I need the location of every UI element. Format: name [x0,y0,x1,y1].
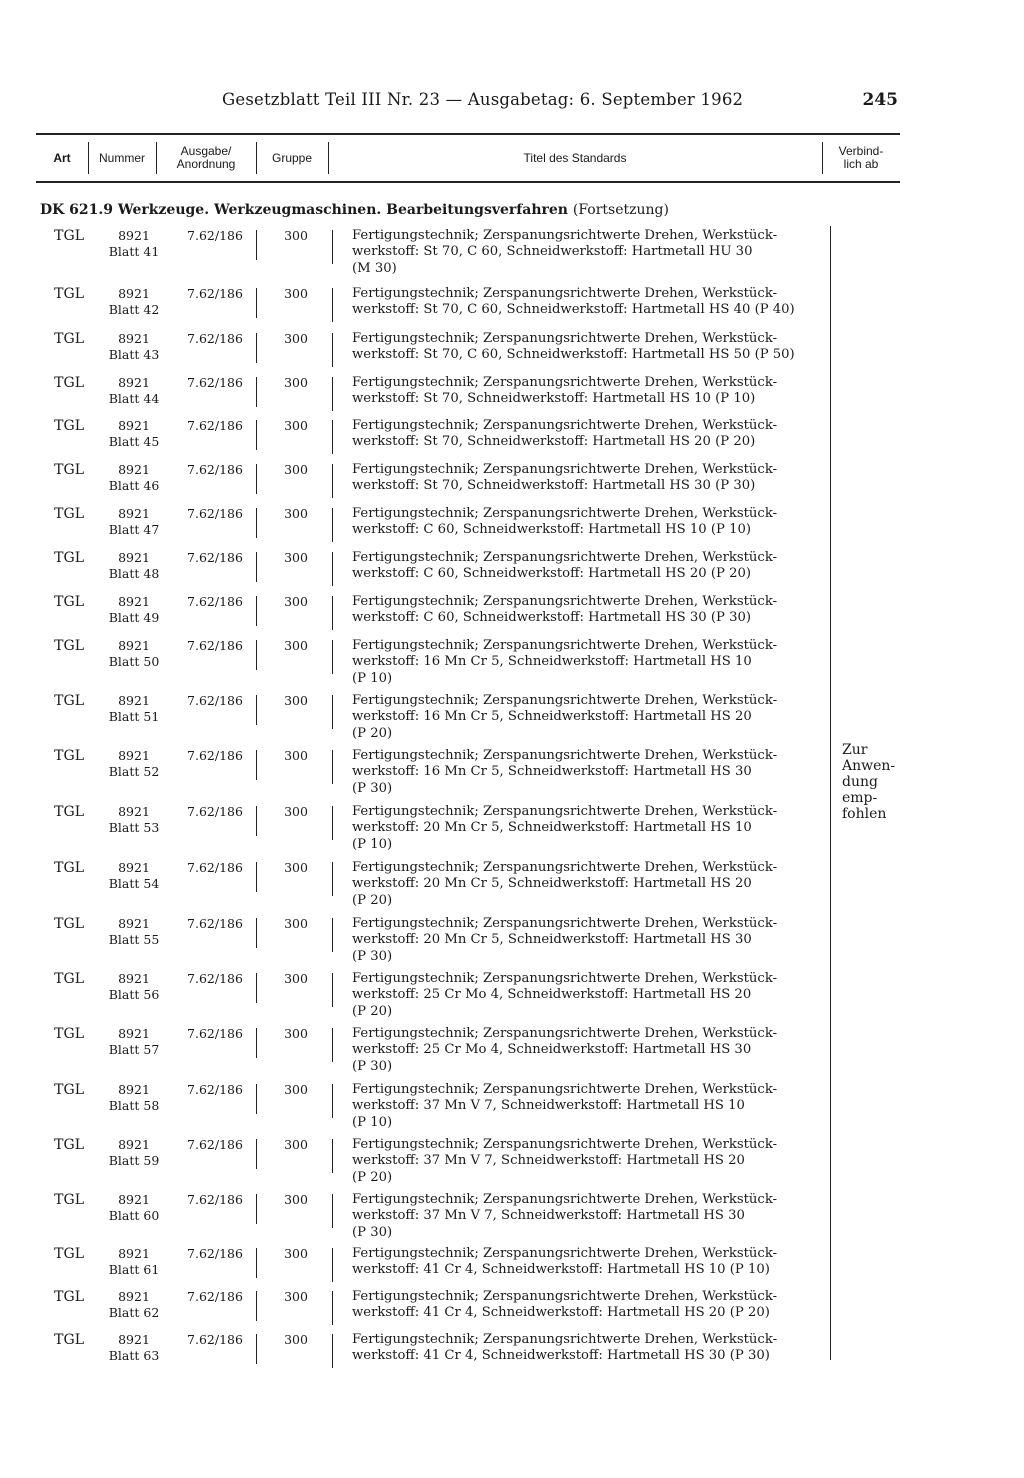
cell-titel-line: (P 30) [352,1224,393,1240]
cell-nummer [92,748,176,781]
cell-ausgabe: 7.62/186 [187,418,243,433]
cell-titel [352,1332,826,1365]
cell-nummer [92,375,176,408]
cell-nummer-value: 8921 [118,804,150,819]
cell-blatt: Blatt 62 [108,1305,160,1321]
cell-art: TGL [54,594,84,610]
cell-ausgabe: 7.62/186 [187,693,243,708]
cell-blatt: Blatt 47 [108,522,160,538]
cell-nummer [92,286,176,319]
row-rule [256,596,257,626]
cell-blatt: Blatt 60 [108,1208,160,1224]
row-rule [332,973,333,1007]
row-rule [332,862,333,896]
column-verbind-line2: lich ab [843,157,879,171]
cell-titel-line: Fertigungstechnik; Zerspanungsrichtwerte Drehen, Werkstück- [352,1137,778,1152]
validity-note-line5: fohlen [842,806,887,822]
column-art: Art [53,150,71,165]
cell-nummer-value: 8921 [118,916,150,931]
cell-titel-line: (P 10) [352,836,393,852]
cell-art: TGL [54,228,84,244]
cell-blatt: Blatt 52 [108,764,160,780]
row-rule [256,464,257,494]
cell-titel-line: werkstoff: 20 Mn Cr 5, Schneidwerkstoff: Hartmetall HS 10 [352,820,752,836]
column-ausgabe-line1: Ausgabe/ [180,144,232,158]
row-rule [332,596,333,630]
cell-blatt: Blatt 63 [108,1348,160,1364]
cell-gruppe: 300 [284,1026,308,1041]
cell-titel-line: werkstoff: 16 Mn Cr 5, Schneidwerkstoff: Hartmetall HS 20 [352,709,752,725]
header-title: Gesetzblatt Teil III Nr. 23 — Ausgabetag: 6. September 1962 [222,90,744,109]
cell-ausgabe: 7.62/186 [187,331,243,346]
row-rule [332,288,333,322]
cell-nummer-value: 8921 [118,1026,150,1041]
cell-titel-line: werkstoff: C 60, Schneidwerkstoff: Hartmetall HS 20 (P 20) [352,566,752,582]
cell-titel-line: werkstoff: 41 Cr 4, Schneidwerkstoff: Hartmetall HS 20 (P 20) [352,1305,770,1321]
cell-ausgabe: 7.62/186 [187,228,243,243]
section-title-suffix: (Fortsetzung) [572,202,669,218]
cell-titel-line: (M 30) [352,260,397,276]
cell-titel-line: (P 10) [352,670,393,686]
cell-blatt: Blatt 61 [108,1262,160,1278]
cell-titel-line: werkstoff: St 70, Schneidwerkstoff: Hartmetall HS 10 (P 10) [352,391,756,407]
cell-gruppe: 300 [284,748,308,763]
cell-titel-line: werkstoff: 41 Cr 4, Schneidwerkstoff: Hartmetall HS 30 (P 30) [352,1348,770,1364]
cell-nummer [92,693,176,726]
cell-ausgabe: 7.62/186 [187,550,243,565]
row-rule [256,640,257,670]
cell-gruppe: 300 [284,638,308,653]
column-ausgabe [156,135,256,181]
cell-titel [352,693,826,742]
cell-titel-line: werkstoff: 37 Mn V 7, Schneidwerkstoff: Hartmetall HS 20 [352,1153,745,1169]
cell-nummer [92,638,176,671]
cell-art: TGL [54,971,84,987]
cell-titel-line: Fertigungstechnik; Zerspanungsrichtwerte Drehen, Werkstück- [352,1192,778,1207]
cell-gruppe: 300 [284,1289,308,1304]
row-rule [332,1248,333,1282]
cell-titel-line: werkstoff: 16 Mn Cr 5, Schneidwerkstoff: Hartmetall HS 30 [352,764,752,780]
cell-nummer-value: 8921 [118,860,150,875]
cell-titel-line: (P 20) [352,1169,393,1185]
row-rule [256,806,257,836]
cell-gruppe: 300 [284,550,308,565]
validity-bracket [830,226,831,1360]
row-rule [256,1139,257,1169]
row-rule [332,1194,333,1228]
cell-art: TGL [54,693,84,709]
row-rule [256,377,257,407]
cell-nummer [92,550,176,583]
cell-gruppe: 300 [284,971,308,986]
cell-titel-line: Fertigungstechnik; Zerspanungsrichtwerte Drehen, Werkstück- [352,748,778,763]
cell-art: TGL [54,804,84,820]
cell-blatt: Blatt 46 [108,478,160,494]
cell-art: TGL [54,1137,84,1153]
cell-nummer-value: 8921 [118,594,150,609]
cell-titel-line: werkstoff: C 60, Schneidwerkstoff: Hartmetall HS 10 (P 10) [352,522,752,538]
row-rule [256,333,257,363]
page-number: 245 [862,90,898,110]
cell-ausgabe: 7.62/186 [187,286,243,301]
row-rule [256,1291,257,1321]
cell-art: TGL [54,375,84,391]
cell-titel [352,748,826,797]
cell-art: TGL [54,1246,84,1262]
cell-titel [352,1289,826,1322]
cell-art: TGL [54,1026,84,1042]
cell-nummer-value: 8921 [118,418,150,433]
row-rule [332,377,333,411]
cell-art: TGL [54,286,84,302]
row-rule [256,1334,257,1364]
cell-titel-line: Fertigungstechnik; Zerspanungsrichtwerte Drehen, Werkstück- [352,462,778,477]
cell-gruppe: 300 [284,375,308,390]
cell-nummer [92,462,176,495]
row-rule [256,1028,257,1058]
cell-titel-line: Fertigungstechnik; Zerspanungsrichtwerte Drehen, Werkstück- [352,1332,778,1347]
row-rule [256,973,257,1003]
cell-titel-line: Fertigungstechnik; Zerspanungsrichtwerte Drehen, Werkstück- [352,506,778,521]
cell-titel-line: werkstoff: 20 Mn Cr 5, Schneidwerkstoff: Hartmetall HS 30 [352,932,752,948]
cell-gruppe: 300 [284,804,308,819]
row-rule [332,1028,333,1062]
cell-ausgabe: 7.62/186 [187,1137,243,1152]
cell-nummer-value: 8921 [118,462,150,477]
cell-nummer [92,1137,176,1170]
row-rule [256,918,257,948]
cell-blatt: Blatt 41 [108,244,160,260]
cell-art: TGL [54,1332,84,1348]
cell-titel [352,638,826,687]
row-rule [256,1194,257,1224]
cell-titel-line: (P 20) [352,892,393,908]
cell-gruppe: 300 [284,1192,308,1207]
cell-gruppe: 300 [284,462,308,477]
cell-blatt: Blatt 53 [108,820,160,836]
cell-titel [352,1246,826,1279]
row-rule [332,695,333,729]
cell-nummer-value: 8921 [118,1332,150,1347]
cell-nummer-value: 8921 [118,1082,150,1097]
cell-titel-line: Fertigungstechnik; Zerspanungsrichtwerte Drehen, Werkstück- [352,375,778,390]
cell-titel [352,331,826,364]
cell-titel [352,1082,826,1131]
column-verbind-line1: Verbind- [838,144,884,158]
cell-art: TGL [54,1082,84,1098]
cell-nummer-value: 8921 [118,693,150,708]
cell-titel-line: werkstoff: St 70, Schneidwerkstoff: Hartmetall HS 30 (P 30) [352,478,756,494]
row-rule [256,750,257,780]
cell-titel [352,804,826,853]
row-rule [332,640,333,674]
cell-ausgabe: 7.62/186 [187,1082,243,1097]
cell-blatt: Blatt 42 [108,302,160,318]
cell-blatt: Blatt 56 [108,987,160,1003]
cell-titel-line: werkstoff: 37 Mn V 7, Schneidwerkstoff: Hartmetall HS 30 [352,1208,745,1224]
cell-nummer-value: 8921 [118,1192,150,1207]
cell-nummer-value: 8921 [118,375,150,390]
cell-titel [352,1026,826,1075]
cell-titel [352,506,826,539]
cell-nummer [92,594,176,627]
section-title-text: DK 621.9 Werkzeuge. Werkzeugmaschinen. Bearbeitungsverfahren [40,202,568,218]
cell-titel-line: Fertigungstechnik; Zerspanungsrichtwerte Drehen, Werkstück- [352,331,778,346]
page-header [60,88,898,116]
row-rule [256,288,257,318]
row-rule [256,1248,257,1278]
cell-ausgabe: 7.62/186 [187,506,243,521]
row-rule [332,552,333,586]
cell-titel-line: (P 10) [352,1114,393,1130]
cell-blatt: Blatt 50 [108,654,160,670]
cell-titel [352,418,826,451]
cell-nummer-value: 8921 [118,971,150,986]
row-rule [332,333,333,367]
cell-gruppe: 300 [284,1332,308,1347]
cell-nummer-value: 8921 [118,228,150,243]
cell-titel [352,916,826,965]
cell-art: TGL [54,550,84,566]
table-header [36,133,900,183]
cell-ausgabe: 7.62/186 [187,971,243,986]
cell-blatt: Blatt 45 [108,434,160,450]
cell-titel-line: Fertigungstechnik; Zerspanungsrichtwerte Drehen, Werkstück- [352,1289,778,1304]
cell-blatt: Blatt 55 [108,932,160,948]
cell-titel-line: (P 30) [352,1058,393,1074]
row-rule [332,1084,333,1118]
column-verbindlich [822,135,900,181]
cell-titel-line: (P 30) [352,948,393,964]
cell-nummer-value: 8921 [118,506,150,521]
cell-titel-line: (P 20) [352,725,393,741]
cell-ausgabe: 7.62/186 [187,375,243,390]
cell-blatt: Blatt 49 [108,610,160,626]
cell-nummer [92,1246,176,1279]
validity-note-line1: Zur [842,742,868,758]
cell-titel-line: werkstoff: 25 Cr Mo 4, Schneidwerkstoff: Hartmetall HS 20 [352,987,752,1003]
cell-titel-line: Fertigungstechnik; Zerspanungsrichtwerte Drehen, Werkstück- [352,418,778,433]
cell-nummer [92,971,176,1004]
row-rule [332,1334,333,1368]
cell-gruppe: 300 [284,228,308,243]
column-nummer: Nummer [98,150,145,165]
cell-nummer [92,804,176,837]
cell-gruppe: 300 [284,1137,308,1152]
cell-ausgabe: 7.62/186 [187,462,243,477]
cell-gruppe: 300 [284,860,308,875]
cell-titel [352,1137,826,1186]
row-rule [256,552,257,582]
validity-note-line2: Anwen- [842,758,896,774]
cell-nummer-value: 8921 [118,1246,150,1261]
row-rule [332,750,333,784]
cell-gruppe: 300 [284,916,308,931]
cell-ausgabe: 7.62/186 [187,804,243,819]
validity-note-line4: emp- [842,790,878,806]
cell-titel-line: Fertigungstechnik; Zerspanungsrichtwerte Drehen, Werkstück- [352,693,778,708]
cell-nummer [92,1026,176,1059]
cell-art: TGL [54,462,84,478]
column-titel: Titel des Standards [523,150,627,165]
cell-titel [352,228,826,277]
cell-nummer-value: 8921 [118,1289,150,1304]
cell-nummer [92,418,176,451]
cell-titel-line: Fertigungstechnik; Zerspanungsrichtwerte Drehen, Werkstück- [352,1026,778,1041]
row-rule [256,1084,257,1114]
cell-titel-line: (P 30) [352,780,393,796]
cell-titel [352,286,826,319]
cell-titel-line: werkstoff: St 70, C 60, Schneidwerkstoff: Hartmetall HS 50 (P 50) [352,347,795,363]
row-rule [256,420,257,450]
cell-blatt: Blatt 58 [108,1098,160,1114]
cell-art: TGL [54,418,84,434]
cell-titel-line: Fertigungstechnik; Zerspanungsrichtwerte Drehen, Werkstück- [352,1246,778,1261]
cell-ausgabe: 7.62/186 [187,860,243,875]
cell-titel-line: werkstoff: St 70, Schneidwerkstoff: Hartmetall HS 20 (P 20) [352,434,756,450]
cell-titel-line: Fertigungstechnik; Zerspanungsrichtwerte Drehen, Werkstück- [352,638,778,653]
row-rule [332,230,333,264]
cell-titel-line: werkstoff: 37 Mn V 7, Schneidwerkstoff: Hartmetall HS 10 [352,1098,745,1114]
cell-art: TGL [54,860,84,876]
cell-titel-line: Fertigungstechnik; Zerspanungsrichtwerte Drehen, Werkstück- [352,1082,778,1097]
cell-titel [352,462,826,495]
cell-titel [352,550,826,583]
cell-gruppe: 300 [284,594,308,609]
cell-ausgabe: 7.62/186 [187,1332,243,1347]
cell-art: TGL [54,638,84,654]
cell-gruppe: 300 [284,506,308,521]
cell-nummer [92,1289,176,1322]
row-rule [332,1291,333,1325]
cell-nummer-value: 8921 [118,550,150,565]
cell-nummer [92,1192,176,1225]
cell-art: TGL [54,748,84,764]
cell-titel-line: Fertigungstechnik; Zerspanungsrichtwerte Drehen, Werkstück- [352,804,778,819]
cell-ausgabe: 7.62/186 [187,594,243,609]
cell-nummer-value: 8921 [118,638,150,653]
cell-art: TGL [54,1289,84,1305]
cell-nummer-value: 8921 [118,286,150,301]
cell-blatt: Blatt 51 [108,709,160,725]
cell-titel-line: werkstoff: St 70, C 60, Schneidwerkstoff: Hartmetall HU 30 [352,244,753,260]
cell-titel-line: Fertigungstechnik; Zerspanungsrichtwerte Drehen, Werkstück- [352,550,778,565]
cell-titel-line: werkstoff: 41 Cr 4, Schneidwerkstoff: Hartmetall HS 10 (P 10) [352,1262,770,1278]
section-title [40,202,669,218]
cell-blatt: Blatt 48 [108,566,160,582]
cell-ausgabe: 7.62/186 [187,1192,243,1207]
row-rule [256,508,257,538]
cell-nummer [92,228,176,261]
cell-gruppe: 300 [284,286,308,301]
cell-art: TGL [54,506,84,522]
cell-titel-line: werkstoff: St 70, C 60, Schneidwerkstoff: Hartmetall HS 40 (P 40) [352,302,795,318]
column-gruppe: Gruppe [271,150,313,165]
cell-nummer-value: 8921 [118,748,150,763]
cell-ausgabe: 7.62/186 [187,916,243,931]
cell-titel-line: Fertigungstechnik; Zerspanungsrichtwerte Drehen, Werkstück- [352,228,778,243]
cell-nummer [92,1082,176,1115]
cell-gruppe: 300 [284,693,308,708]
cell-nummer-value: 8921 [118,1137,150,1152]
cell-blatt: Blatt 44 [108,391,160,407]
row-rule [332,464,333,498]
cell-titel [352,1192,826,1241]
cell-titel-line: Fertigungstechnik; Zerspanungsrichtwerte Drehen, Werkstück- [352,860,778,875]
cell-titel-line: Fertigungstechnik; Zerspanungsrichtwerte Drehen, Werkstück- [352,916,778,931]
row-rule [332,918,333,952]
cell-gruppe: 300 [284,1246,308,1261]
cell-titel [352,971,826,1020]
cell-titel-line: Fertigungstechnik; Zerspanungsrichtwerte Drehen, Werkstück- [352,971,778,986]
cell-titel-line: werkstoff: C 60, Schneidwerkstoff: Hartmetall HS 30 (P 30) [352,610,752,626]
cell-ausgabe: 7.62/186 [187,638,243,653]
cell-gruppe: 300 [284,1082,308,1097]
cell-blatt: Blatt 59 [108,1153,160,1169]
cell-ausgabe: 7.62/186 [187,1246,243,1261]
row-rule [332,508,333,542]
cell-nummer [92,1332,176,1365]
cell-gruppe: 300 [284,331,308,346]
cell-gruppe: 300 [284,418,308,433]
cell-blatt: Blatt 54 [108,876,160,892]
cell-ausgabe: 7.62/186 [187,1289,243,1304]
cell-art: TGL [54,916,84,932]
row-rule [332,806,333,840]
cell-nummer [92,916,176,949]
validity-note-line3: dung [842,774,878,790]
column-ausgabe-line2: Anordnung [176,157,236,171]
cell-titel-line: Fertigungstechnik; Zerspanungsrichtwerte Drehen, Werkstück- [352,594,778,609]
row-rule [256,695,257,725]
cell-titel [352,375,826,408]
row-rule [256,230,257,260]
cell-ausgabe: 7.62/186 [187,748,243,763]
cell-nummer [92,506,176,539]
cell-blatt: Blatt 57 [108,1042,160,1058]
cell-titel-line: werkstoff: 20 Mn Cr 5, Schneidwerkstoff: Hartmetall HS 20 [352,876,752,892]
cell-art: TGL [54,331,84,347]
cell-art: TGL [54,1192,84,1208]
cell-titel [352,594,826,627]
cell-titel-line: werkstoff: 25 Cr Mo 4, Schneidwerkstoff: Hartmetall HS 30 [352,1042,752,1058]
row-rule [332,1139,333,1173]
cell-ausgabe: 7.62/186 [187,1026,243,1041]
cell-nummer-value: 8921 [118,331,150,346]
row-rule [332,420,333,454]
validity-note [842,742,912,822]
cell-titel-line: werkstoff: 16 Mn Cr 5, Schneidwerkstoff: Hartmetall HS 10 [352,654,752,670]
cell-nummer [92,331,176,364]
cell-blatt: Blatt 43 [108,347,160,363]
cell-nummer [92,860,176,893]
row-rule [256,862,257,892]
cell-titel-line: (P 20) [352,1003,393,1019]
cell-titel-line: Fertigungstechnik; Zerspanungsrichtwerte Drehen, Werkstück- [352,286,778,301]
cell-titel [352,860,826,909]
